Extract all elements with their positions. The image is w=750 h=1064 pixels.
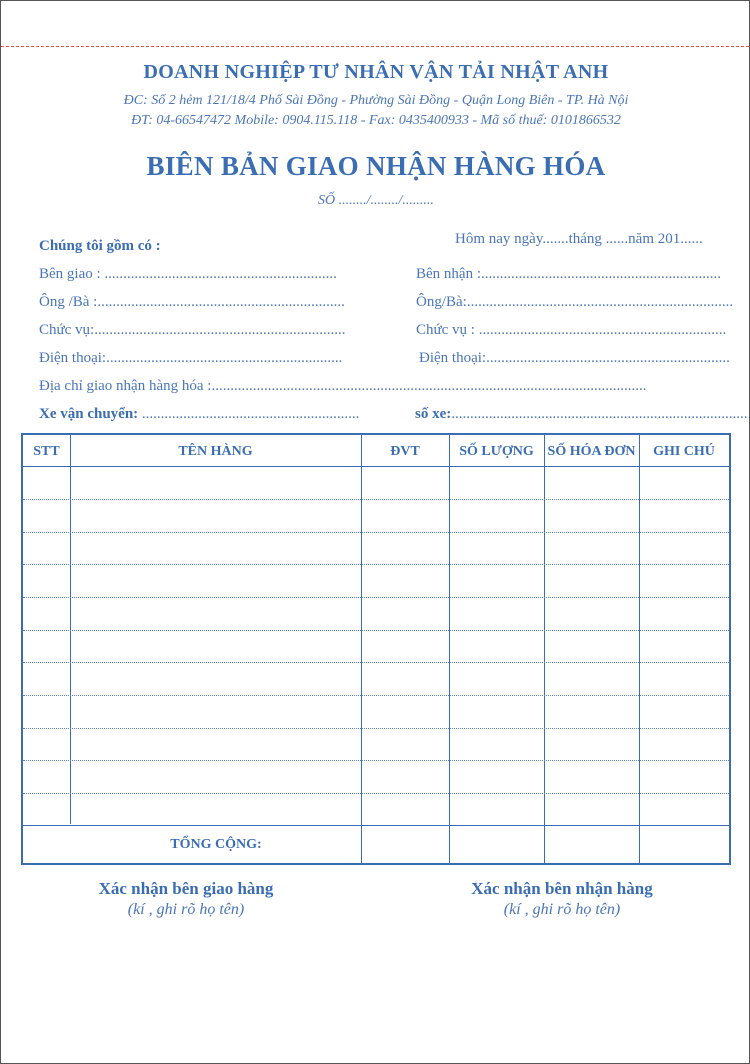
- row-separator: [23, 564, 729, 565]
- sender-signature-note: (kí , ghi rõ họ tên): [127, 901, 245, 918]
- plate-label: số xe:: [415, 406, 452, 422]
- company-address: ĐC: Số 2 hẻm 121/18/4 Phố Sài Đồng - Phường Sài Đồng - Quận Long Biên - TP. Hà Nội: [123, 93, 629, 108]
- plate-dots: ...............................................................................: [451, 406, 748, 422]
- receiver-person-field: Ông/Bà:.......................................................................: [416, 294, 734, 310]
- row-separator: [23, 728, 729, 729]
- header-unit: ĐVT: [390, 443, 420, 459]
- goods-table: [21, 433, 731, 865]
- row-separator: [23, 793, 729, 794]
- vehicle-dots: ..........................................................: [138, 406, 360, 422]
- header-product-name: TÊN HÀNG: [178, 443, 253, 459]
- header-separator: [23, 466, 729, 467]
- vehicle-label: Xe vận chuyển:: [39, 406, 139, 422]
- delivery-address-field: Địa chỉ giao nhận hàng hóa :....................................................................................................................: [39, 378, 647, 394]
- receiver-signature-note: (kí , ghi rõ họ tên): [503, 901, 621, 918]
- receiver-phone-field: Điện thoại:.................................................................: [419, 350, 730, 366]
- parties-intro: Chúng tôi gồm có :: [39, 238, 161, 254]
- company-name: DOANH NGHIỆP TƯ NHÂN VẬN TẢI NHẬT ANH: [143, 61, 609, 83]
- row-separator: [23, 630, 729, 631]
- header-quantity: SỐ LƯỢNG: [459, 443, 534, 459]
- header-stt: STT: [33, 443, 60, 459]
- row-separator: [23, 695, 729, 696]
- total-label: TỔNG CỘNG:: [170, 837, 262, 852]
- header-notes: GHI CHÚ: [653, 443, 715, 459]
- sender-position-field: Chức vụ:...................................................................: [39, 322, 346, 338]
- sender-field: Bên giao : ..............................................................: [39, 266, 337, 282]
- row-separator: [23, 499, 729, 500]
- perforation-line: [1, 46, 749, 47]
- header-invoice-number: SỐ HÓA ĐƠN: [547, 443, 636, 459]
- receiver-field: Bên nhận :................................................................: [416, 266, 721, 282]
- document-title: BIÊN BẢN GIAO NHẬN HÀNG HÓA: [146, 151, 606, 181]
- sender-phone-field: Điện thoại:...............................................................: [39, 350, 343, 366]
- row-separator: [23, 662, 729, 663]
- row-separator: [23, 597, 729, 598]
- document-number: SỐ ......../......../.........: [318, 193, 434, 208]
- plate-field: [415, 406, 748, 423]
- date-line: Hôm nay ngày.......tháng ......năm 201......: [455, 231, 703, 247]
- sender-signature-title: Xác nhận bên giao hàng: [98, 879, 274, 898]
- company-contact: ĐT: 04-66547472 Mobile: 0904.115.118 - Fax: 0435400933 - Mã số thuế: 0101866532: [131, 113, 621, 128]
- sender-person-field: Ông /Bà :..................................................................: [39, 294, 345, 310]
- receiver-position-field: Chức vụ : ..................................................................: [416, 322, 727, 338]
- row-separator: [23, 760, 729, 761]
- vehicle-field: [39, 406, 359, 423]
- receiver-signature-title: Xác nhận bên nhận hàng: [471, 879, 653, 898]
- row-separator: [23, 532, 729, 533]
